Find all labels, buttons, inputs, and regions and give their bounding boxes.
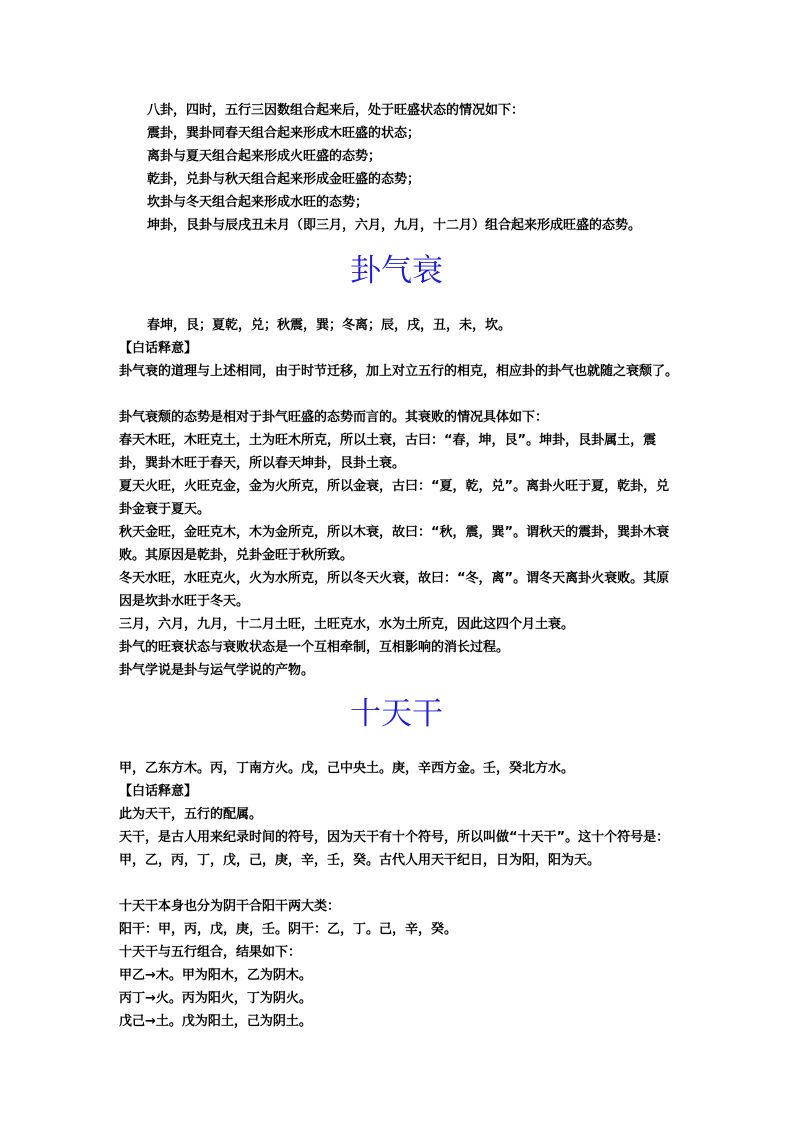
paragraph: 天干，是古人用来纪录时间的符号，因为天干有十个符号，所以叫做“十天干”。这十个符号是：甲，乙，丙，丁，戊，己，庚，辛，壬，癸。古代人用天干纪日，日为阳，阳为天。	[119, 830, 670, 868]
intro-line: 坎卦与冬天组合起来形成水旺的态势；	[147, 195, 369, 210]
paragraph: 卦气学说是卦与运气学说的产物。	[119, 663, 315, 678]
paragraph: 夏天火旺，火旺克金，金为火所克，所以金衰，古曰：“夏，乾，兑”。离卦火旺于夏，乾卦，兑卦金衰于夏天。	[119, 479, 670, 517]
paragraph: 此为天干，五行的配属。	[119, 807, 263, 822]
paragraph: 阳干：甲，丙，戊，庚，壬。阴干：乙，丁。己，辛，癸。	[119, 922, 458, 937]
verse-text: 春坤，艮；夏乾，兑；秋震，巽；冬离；辰，戌，丑，未，坎。	[147, 318, 512, 333]
paragraph: 卦气衰颓的态势是相对于卦气旺盛的态势而言的。其衰败的情况具体如下：	[119, 410, 549, 425]
explanation-label: 【白话释意】	[119, 784, 198, 799]
paragraph: 冬天水旺，水旺克火，火为水所克，所以冬天火衰，故曰：“冬，离”。谓冬天离卦火衰败。其原因是坎卦水旺于冬天。	[119, 571, 670, 609]
paragraph: 秋天金旺，金旺克木，木为金所克，所以木衰，故曰：“秋，震，巽”。谓秋天的震卦，巽卦木衰败。其原因是乾卦，兑卦金旺于秋所致。	[119, 525, 670, 563]
paragraph: 卦气的旺衰状态与衰败状态是一个互相牵制，互相影响的消长过程。	[119, 640, 510, 655]
intro-line: 离卦与夏天组合起来形成火旺盛的态势；	[147, 149, 382, 164]
paragraph: 春天木旺，木旺克土，土为旺木所克，所以土衰，古曰：“春，坤，艮”。坤卦，艮卦属土，震卦，巽卦木旺于春天，所以春天坤卦，艮卦土衰。	[119, 433, 657, 471]
explanation-label: 【白话释意】	[119, 341, 198, 356]
section-title-shi-tiangan: 十天干	[350, 696, 443, 732]
paragraph: 戊己→土。戊为阳土，己为阴土。	[119, 1014, 312, 1029]
paragraph: 十天干与五行组合，结果如下：	[119, 945, 302, 960]
paragraph: 卦气衰的道理与上述相同，由于时节迁移，加上对立五行的相克，相应卦的卦气也就随之衰颓了。	[119, 364, 679, 379]
paragraph: 十天干本身也分为阴干合阳干两大类：	[119, 899, 341, 914]
intro-line: 震卦，巽卦同春天组合起来形成木旺盛的状态；	[147, 126, 421, 141]
intro-line: 八卦，四时，五行三因数组合起来后，处于旺盛状态的情况如下：	[147, 103, 525, 118]
verse-text: 甲，乙东方木。丙，丁南方火。戊，己中央土。庚，辛西方金。壬，癸北方水。	[119, 761, 575, 776]
section-title-guaqi-shuai: 卦气衰	[350, 253, 443, 289]
paragraph: 丙丁→火。丙为阳火，丁为阴火。	[119, 991, 312, 1006]
intro-line: 坤卦，艮卦与辰戌丑未月（即三月，六月，九月，十二月）组合起来形成旺盛的态势。	[147, 218, 642, 233]
paragraph: 三月，六月，九月，十二月土旺，土旺克水，水为土所克，因此这四个月土衰。	[119, 617, 575, 632]
paragraph: 甲乙→木。甲为阳木，乙为阴木。	[119, 968, 312, 983]
intro-line: 乾卦，兑卦与秋天组合起来形成金旺盛的态势；	[147, 172, 421, 187]
